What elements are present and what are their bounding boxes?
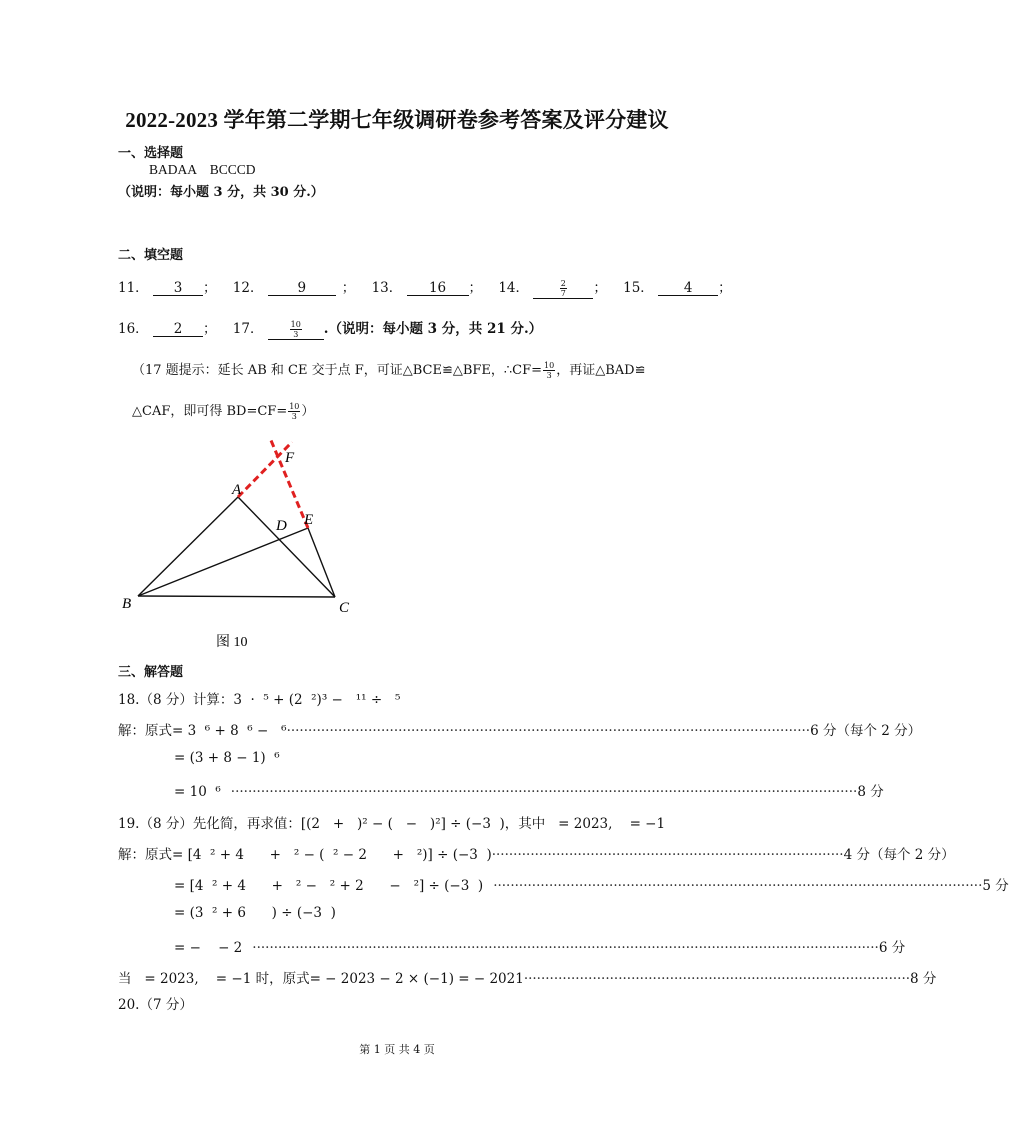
q12-label: 12． [232, 280, 264, 296]
label-e: E [304, 512, 314, 528]
section3-heading: 三、解答题 [118, 665, 184, 680]
q12-answer: 9 [268, 281, 336, 296]
q18-header: 18.（8 分）计算：3 · ⁵ + (2 ²)³ − ¹¹ ÷ ⁵ [118, 692, 401, 708]
separator: ； [468, 280, 483, 296]
leader-dots: ·················································································································································· [230, 784, 858, 800]
q18-line-2: = (3 + 8 − 1) ⁶ [174, 750, 280, 766]
segment-ba [138, 497, 238, 596]
q14-label: 14． [498, 280, 530, 296]
q19-line-2: = [4 ² + 4 + ² − ² + 2 − ²] ÷ (−3 ) ·················································································································· 5 分 [174, 874, 748, 894]
leader-dots: ·················································································································· [493, 878, 983, 894]
section2-heading: 二、填空题 [118, 248, 184, 263]
hint-fraction: $\frac{10}{3}$ [289, 402, 300, 421]
section1-heading: 一、选择题 [118, 146, 184, 161]
segment-be [138, 528, 308, 596]
label-c: C [339, 600, 350, 616]
section2-note: .（说明：每小题 3 分，共 21 分.） [323, 321, 543, 337]
separator: ； [593, 280, 607, 296]
q18-line-1: 解：原式= 3 ⁶ + 8 ⁶ − ⁶ ·························································································································· 6 分（每个 2 分） [118, 719, 748, 739]
figure-caption: 图 10 [216, 635, 248, 650]
hint-line-2: △CAF，即可得 BD=CF= $\frac{10}{3}$ ） [132, 402, 315, 421]
geometry-figure [110, 430, 370, 660]
q19-header: 19.（8 分）先化简，再求值：[(2 + )² − ( − )²] ÷ (−3 )，其中 = 2023, = −1 [118, 816, 666, 832]
fill-row-1 [118, 276, 732, 299]
q11-label: 11． [118, 280, 149, 296]
label-d: D [276, 518, 287, 534]
page-footer: 第 1 页 共 4 页 [359, 1043, 435, 1056]
label-b: B [122, 596, 132, 612]
q13-answer: 16 [407, 281, 469, 296]
hint-fraction: $\frac{10}{3}$ [544, 361, 555, 380]
q14-fraction: $\frac{2}{7}$ [560, 279, 566, 298]
score: 4 分（每个 2 分） [843, 847, 955, 863]
separator: ； [718, 280, 732, 296]
leader-dots: ·························································································································· [286, 723, 811, 739]
q19-line-4: = − − 2 ·················································································································································· 6 分 [174, 936, 748, 956]
separator: ； [341, 280, 356, 296]
score: 5 分 [982, 878, 1009, 894]
q16-answer: 2 [153, 322, 203, 337]
q19-line-5: 当 = 2023, = −1 时，原式= − 2023 − 2 × (−1) = − 2021 ·························································································· 8 分 [118, 967, 748, 987]
q15-label: 15． [623, 280, 654, 296]
hint-line-1: （17 题提示：延长 AB 和 CE 交于点 F，可证△BCE≌△BFE，∴CF= $\frac{10}{3}$ ，再证△BAD≌ [132, 361, 646, 380]
separator: ； [202, 321, 217, 337]
dashed-extension-af [238, 442, 292, 497]
q15-answer: 4 [658, 281, 718, 296]
score: 8 分 [857, 784, 884, 800]
choice-answers: BADAA BCCCD [149, 162, 256, 177]
segment-bc [138, 596, 335, 597]
leader-dots: ·················································································································································· [252, 940, 879, 956]
separator: ； [202, 280, 217, 296]
segment-ec [308, 528, 335, 597]
q17-label: 17． [232, 321, 264, 337]
q19-line-1: 解：原式= [4 ² + 4 + ² − ( ² − 2 + ²)] ÷ (−3 ) ·················································································· 4 分（每个 2 分） [118, 843, 748, 863]
q11-answer: 3 [153, 281, 203, 296]
score: 6 分（每个 2 分） [810, 723, 922, 739]
label-f: F [285, 450, 295, 466]
q17-answer [268, 320, 324, 340]
q18-line-3: = 10 ⁶ ·················································································································································· 8 分 [174, 780, 748, 800]
leader-dots: ·························································································· [523, 971, 911, 987]
q19-line-3: = (3 ² + 6 ) ÷ (−3 ) [174, 905, 336, 921]
q16-label: 16． [118, 321, 149, 337]
q14-answer [533, 279, 593, 299]
score: 8 分 [910, 971, 937, 987]
q13-label: 13． [371, 280, 403, 296]
segment-ac [238, 497, 335, 597]
q17-fraction: $\frac{10}{3}$ [290, 320, 301, 339]
score: 6 分 [878, 940, 906, 956]
q20-header: 20.（7 分） [118, 997, 193, 1013]
section1-note: （说明：每小题 3 分，共 30 分.） [118, 185, 324, 200]
fill-row-2 [118, 317, 542, 340]
label-a: A [232, 482, 242, 498]
leader-dots: ·················································································· [491, 847, 844, 863]
page-title: 2022-2023 学年第二学期七年级调研卷参考答案及评分建议 [125, 108, 669, 132]
